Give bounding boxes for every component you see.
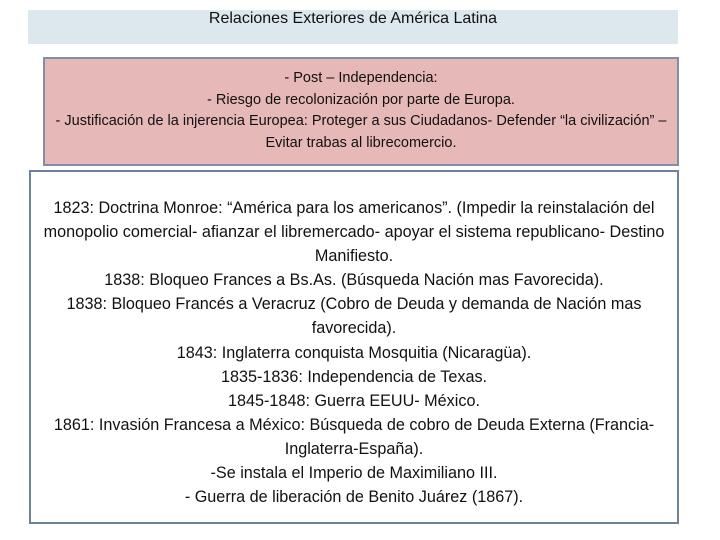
event-item: 1838: Bloqueo Francés a Veracruz (Cobro de Deuda y demanda de Nación mas favorecida). — [66, 295, 642, 338]
event-item: 1843: Inglaterra conquista Mosquitia (Nicaragüa). — [176, 343, 532, 362]
event-item: - Guerra de liberación de Benito Juárez (1867). — [184, 488, 524, 507]
slide-title: Relaciones Exteriores de América Latina — [208, 10, 498, 27]
context-box — [43, 57, 679, 166]
event-item: 1835-1836: Independencia de Texas. — [220, 367, 488, 386]
context-line: - Riesgo de recolonización por parte de Europa. — [207, 91, 515, 108]
events-box — [29, 170, 679, 524]
event-item: 1838: Bloqueo Frances a Bs.As. (Búsqueda Nación mas Favorecida). — [104, 271, 604, 290]
event-item: 1861: Invasión Francesa a México: Búsqueda de cobro de Deuda Externa (Francia-Inglaterra-España). — [53, 415, 655, 458]
slide-title-bar — [28, 10, 678, 44]
event-item: -Se instala el Imperio de Maximiliano III. — [210, 464, 498, 483]
context-line: - Justificación de la injerencia Europea: Proteger a sus Ciudadanos- Defender “la civilización” – Evitar trabas al librecomercio. — [55, 113, 667, 151]
event-item: 1823: Doctrina Monroe: “América para los americanos”. (Impedir la reinstalación del monopolio comercial- afianzar el libremercado- apoyar el sistema republicano- Destino Manifiesto. — [43, 199, 665, 266]
context-heading: - Post – Independencia: — [284, 70, 438, 86]
event-item: 1845-1848: Guerra EEUU- México. — [228, 391, 480, 410]
